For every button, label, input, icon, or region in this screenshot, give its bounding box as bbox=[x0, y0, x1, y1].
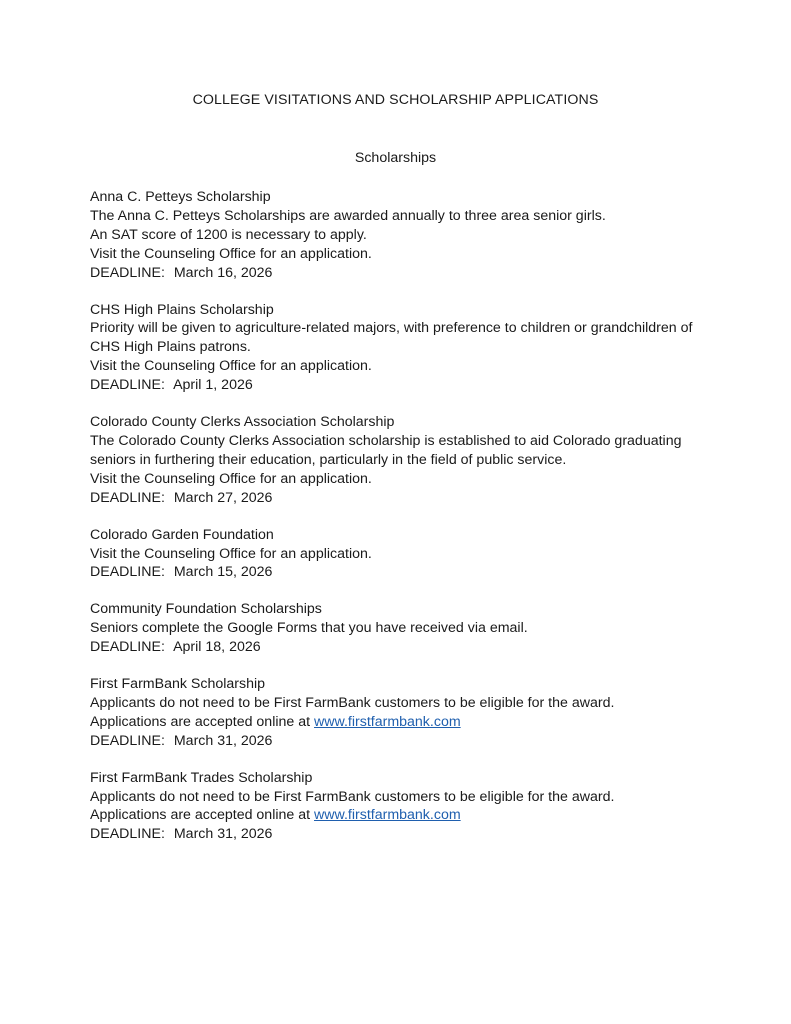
scholarship-name: CHS High Plains Scholarship bbox=[90, 301, 274, 318]
scholarship-entry-first-farmbank bbox=[90, 675, 720, 751]
deadline-date: March 31, 2026 bbox=[173, 826, 273, 843]
scholarship-description: An SAT score of 1200 is necessary to apply. bbox=[90, 226, 367, 243]
scholarship-description: The Anna C. Petteys Scholarships are awarded annually to three area senior girls. bbox=[90, 207, 606, 224]
scholarship-description: CHS High Plains patrons. bbox=[90, 339, 251, 356]
scholarship-online-instructions bbox=[90, 806, 720, 825]
scholarship-description: Applicants do not need to be First FarmBank customers to be eligible for the award. bbox=[90, 694, 615, 711]
scholarship-entry-colorado-garden-foundation bbox=[90, 526, 720, 583]
scholarship-deadline bbox=[90, 638, 720, 657]
document-title: COLLEGE VISITATIONS AND SCHOLARSHIP APPLICATIONS bbox=[192, 92, 599, 108]
scholarship-instructions: Seniors complete the Google Forms that you have received via email. bbox=[90, 620, 528, 637]
scholarship-name: First FarmBank Trades Scholarship bbox=[90, 769, 313, 786]
online-text: Applications are accepted online at bbox=[90, 807, 311, 824]
section-heading-scholarships: Scholarships bbox=[354, 150, 437, 166]
scholarship-deadline bbox=[90, 264, 720, 283]
deadline-label: DEADLINE: bbox=[90, 264, 165, 281]
scholarship-deadline bbox=[90, 825, 720, 844]
scholarship-instructions: Visit the Counseling Office for an application. bbox=[90, 358, 372, 375]
scholarship-deadline bbox=[90, 732, 720, 751]
deadline-label: DEADLINE: bbox=[90, 564, 165, 581]
scholarship-entry-chs-high-plains bbox=[90, 301, 720, 396]
scholarship-entry-colorado-county-clerks bbox=[90, 413, 720, 508]
deadline-label: DEADLINE: bbox=[90, 826, 165, 843]
scholarship-deadline bbox=[90, 376, 720, 395]
scholarship-instructions: Visit the Counseling Office for an application. bbox=[90, 470, 372, 487]
scholarship-online-instructions bbox=[90, 713, 720, 732]
scholarship-entry-community-foundation bbox=[90, 600, 720, 657]
deadline-label: DEADLINE: bbox=[90, 377, 165, 394]
deadline-date: March 15, 2026 bbox=[173, 564, 273, 581]
deadline-date: April 18, 2026 bbox=[173, 639, 261, 656]
firstfarmbank-link[interactable]: www.firstfarmbank.com bbox=[314, 713, 461, 730]
scholarship-instructions: Visit the Counseling Office for an application. bbox=[90, 545, 372, 562]
deadline-label: DEADLINE: bbox=[90, 639, 165, 656]
scholarship-name: Colorado Garden Foundation bbox=[90, 526, 274, 543]
scholarship-instructions: Visit the Counseling Office for an application. bbox=[90, 245, 372, 262]
scholarship-entry-anna-petteys bbox=[90, 188, 720, 283]
scholarship-deadline bbox=[90, 563, 720, 582]
deadline-date: March 16, 2026 bbox=[173, 264, 273, 281]
deadline-date: April 1, 2026 bbox=[173, 377, 253, 394]
deadline-label: DEADLINE: bbox=[90, 732, 165, 749]
deadline-date: March 31, 2026 bbox=[173, 732, 273, 749]
scholarship-name: Community Foundation Scholarships bbox=[90, 601, 322, 618]
scholarship-description: seniors in furthering their education, particularly in the field of public service. bbox=[90, 451, 567, 468]
firstfarmbank-link[interactable]: www.firstfarmbank.com bbox=[314, 807, 461, 824]
scholarship-name: Colorado County Clerks Association Scholarship bbox=[90, 414, 395, 431]
scholarship-name: First FarmBank Scholarship bbox=[90, 676, 266, 693]
scholarship-description: Applicants do not need to be First FarmBank customers to be eligible for the award. bbox=[90, 788, 615, 805]
scholarship-description: Priority will be given to agriculture-related majors, with preference to children or grandchildren of bbox=[90, 320, 693, 337]
scholarship-entry-first-farmbank-trades bbox=[90, 769, 720, 845]
scholarship-deadline bbox=[90, 489, 720, 508]
deadline-date: March 27, 2026 bbox=[173, 489, 273, 506]
deadline-label: DEADLINE: bbox=[90, 489, 165, 506]
online-text: Applications are accepted online at bbox=[90, 713, 311, 730]
scholarship-list bbox=[90, 188, 720, 862]
scholarship-name: Anna C. Petteys Scholarship bbox=[90, 189, 271, 205]
scholarship-description: The Colorado County Clerks Association scholarship is established to aid Colorado graduating bbox=[90, 432, 682, 449]
